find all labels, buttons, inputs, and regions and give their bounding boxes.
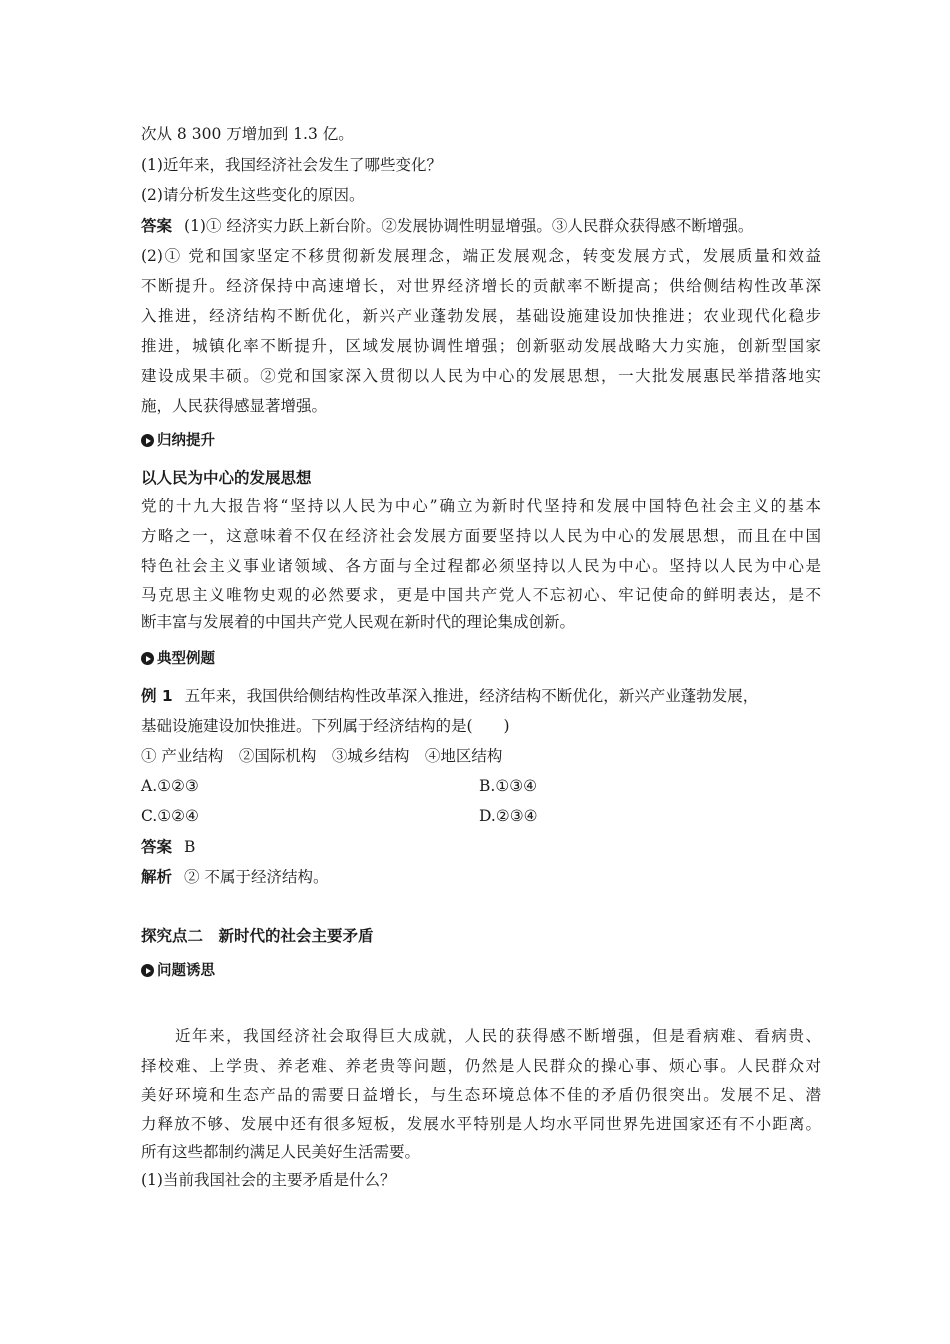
- problem-heading: [141, 962, 215, 980]
- options-row-1: [141, 776, 821, 796]
- summary-heading-text: 归纳提升: [157, 433, 215, 449]
- example-items: ① 产业结构 ②国际机构 ③城乡结构 ④地区结构: [141, 747, 503, 765]
- example-label: 例 1: [141, 687, 173, 705]
- problem-line-1: 近年来，我国经济社会取得巨大成就，人民的获得感不断增强，但是看病难、看病贵、: [175, 1027, 821, 1045]
- example-answer-value: B: [184, 838, 196, 856]
- summary-title: 以人民为中心的发展思想: [141, 469, 312, 487]
- answer-2-line-6: 施，人民获得感显著增强。: [141, 397, 328, 415]
- answer-2-line-3: 入推进，经济结构不断优化，新兴产业蓬勃发展，基础设施建设加快推进；农业现代化稳步: [141, 307, 821, 325]
- example-analysis-text: ② 不属于经济结构。: [184, 868, 329, 886]
- answer-2-line-1: (2)① 党和国家坚定不移贯彻新发展理念，端正发展观念，转变发展方式，发展质量和效益: [141, 247, 821, 265]
- options-row-2: [141, 806, 821, 826]
- answer-2-line-5: 建设成果丰硕。②党和国家深入贯彻以人民为中心的发展思想，一大批发展惠民举措落地实: [141, 367, 821, 385]
- answer-label: 答案: [141, 217, 173, 235]
- summary-line-3: 特色社会主义事业诸领域、各方面与全过程都必须坚持以人民为中心。坚持以人民为中心是: [141, 557, 821, 575]
- section-2-title: 探究点二 新时代的社会主要矛盾: [141, 927, 374, 945]
- example-analysis: [141, 867, 328, 887]
- play-circle-icon: [141, 434, 154, 447]
- example-heading: [141, 650, 215, 668]
- problem-line-4: 力释放不够、发展中还有很多短板，发展水平特别是人均水平同世界先进国家还有不小距离。: [141, 1115, 821, 1133]
- example-analysis-label: 解析: [141, 868, 173, 886]
- problem-question: (1)当前我国社会的主要矛盾是什么？: [141, 1171, 396, 1189]
- intro-tail: 次从 8 300 万增加到 1.3 亿。: [141, 125, 354, 143]
- summary-line-4: 马克思主义唯物史观的必然要求，更是中国共产党人不忘初心、牢记使命的鲜明表达，是不: [141, 586, 821, 604]
- problem-heading-text: 问题诱思: [157, 963, 215, 979]
- problem-line-2: 择校难、上学贵、养老难、养老贵等问题，仍然是人民群众的操心事、烦心事。人民群众对: [141, 1057, 821, 1075]
- option-a: A.①②③: [141, 777, 199, 795]
- example-line-1: [141, 686, 758, 706]
- option-d: D.②③④: [479, 807, 538, 825]
- option-c: C.①②④: [141, 807, 199, 825]
- question-1: (1)近年来，我国经济社会发生了哪些变化？: [141, 156, 442, 174]
- summary-line-1: 党的十九大报告将“坚持以人民为中心”确立为新时代坚持和发展中国特色社会主义的基本: [141, 497, 821, 515]
- example-line-2: 基础设施建设加快推进。下列属于经济结构的是( ): [141, 717, 510, 735]
- summary-heading: [141, 432, 215, 450]
- play-circle-icon: [141, 964, 154, 977]
- answer-1-text: (1)① 经济实力跃上新台阶。②发展协调性明显增强。③人民群众获得感不断增强。: [184, 217, 754, 235]
- example-answer: [141, 837, 195, 857]
- answer-2-line-2: 不断提升。经济保持中高速增长，对世界经济增长的贡献率不断提高；供给侧结构性改革深: [141, 277, 821, 295]
- example-text-1: 五年来，我国供给侧结构性改革深入推进，经济结构不断优化，新兴产业蓬勃发展，: [184, 687, 759, 705]
- problem-line-5: 所有这些都制约满足人民美好生活需要。: [141, 1143, 421, 1161]
- option-b: B.①③④: [479, 777, 538, 795]
- summary-line-2: 方略之一，这意味着不仅在经济社会发展方面要坚持以人民为中心的发展思想，而且在中国: [141, 527, 821, 545]
- problem-line-3: 美好环境和生态产品的需要日益增长，与生态环境总体不佳的矛盾仍很突出。发展不足、潜: [141, 1086, 821, 1104]
- play-circle-icon: [141, 652, 154, 665]
- example-heading-text: 典型例题: [157, 651, 215, 667]
- answer-1-line: [141, 216, 753, 236]
- question-2: (2)请分析发生这些变化的原因。: [141, 186, 365, 204]
- example-answer-label: 答案: [141, 838, 173, 856]
- answer-2-line-4: 推进，城镇化率不断提升，区域发展协调性增强；创新驱动发展战略大力实施，创新型国家: [141, 337, 821, 355]
- summary-line-5: 断丰富与发展着的中国共产党人民观在新时代的理论集成创新。: [141, 613, 576, 631]
